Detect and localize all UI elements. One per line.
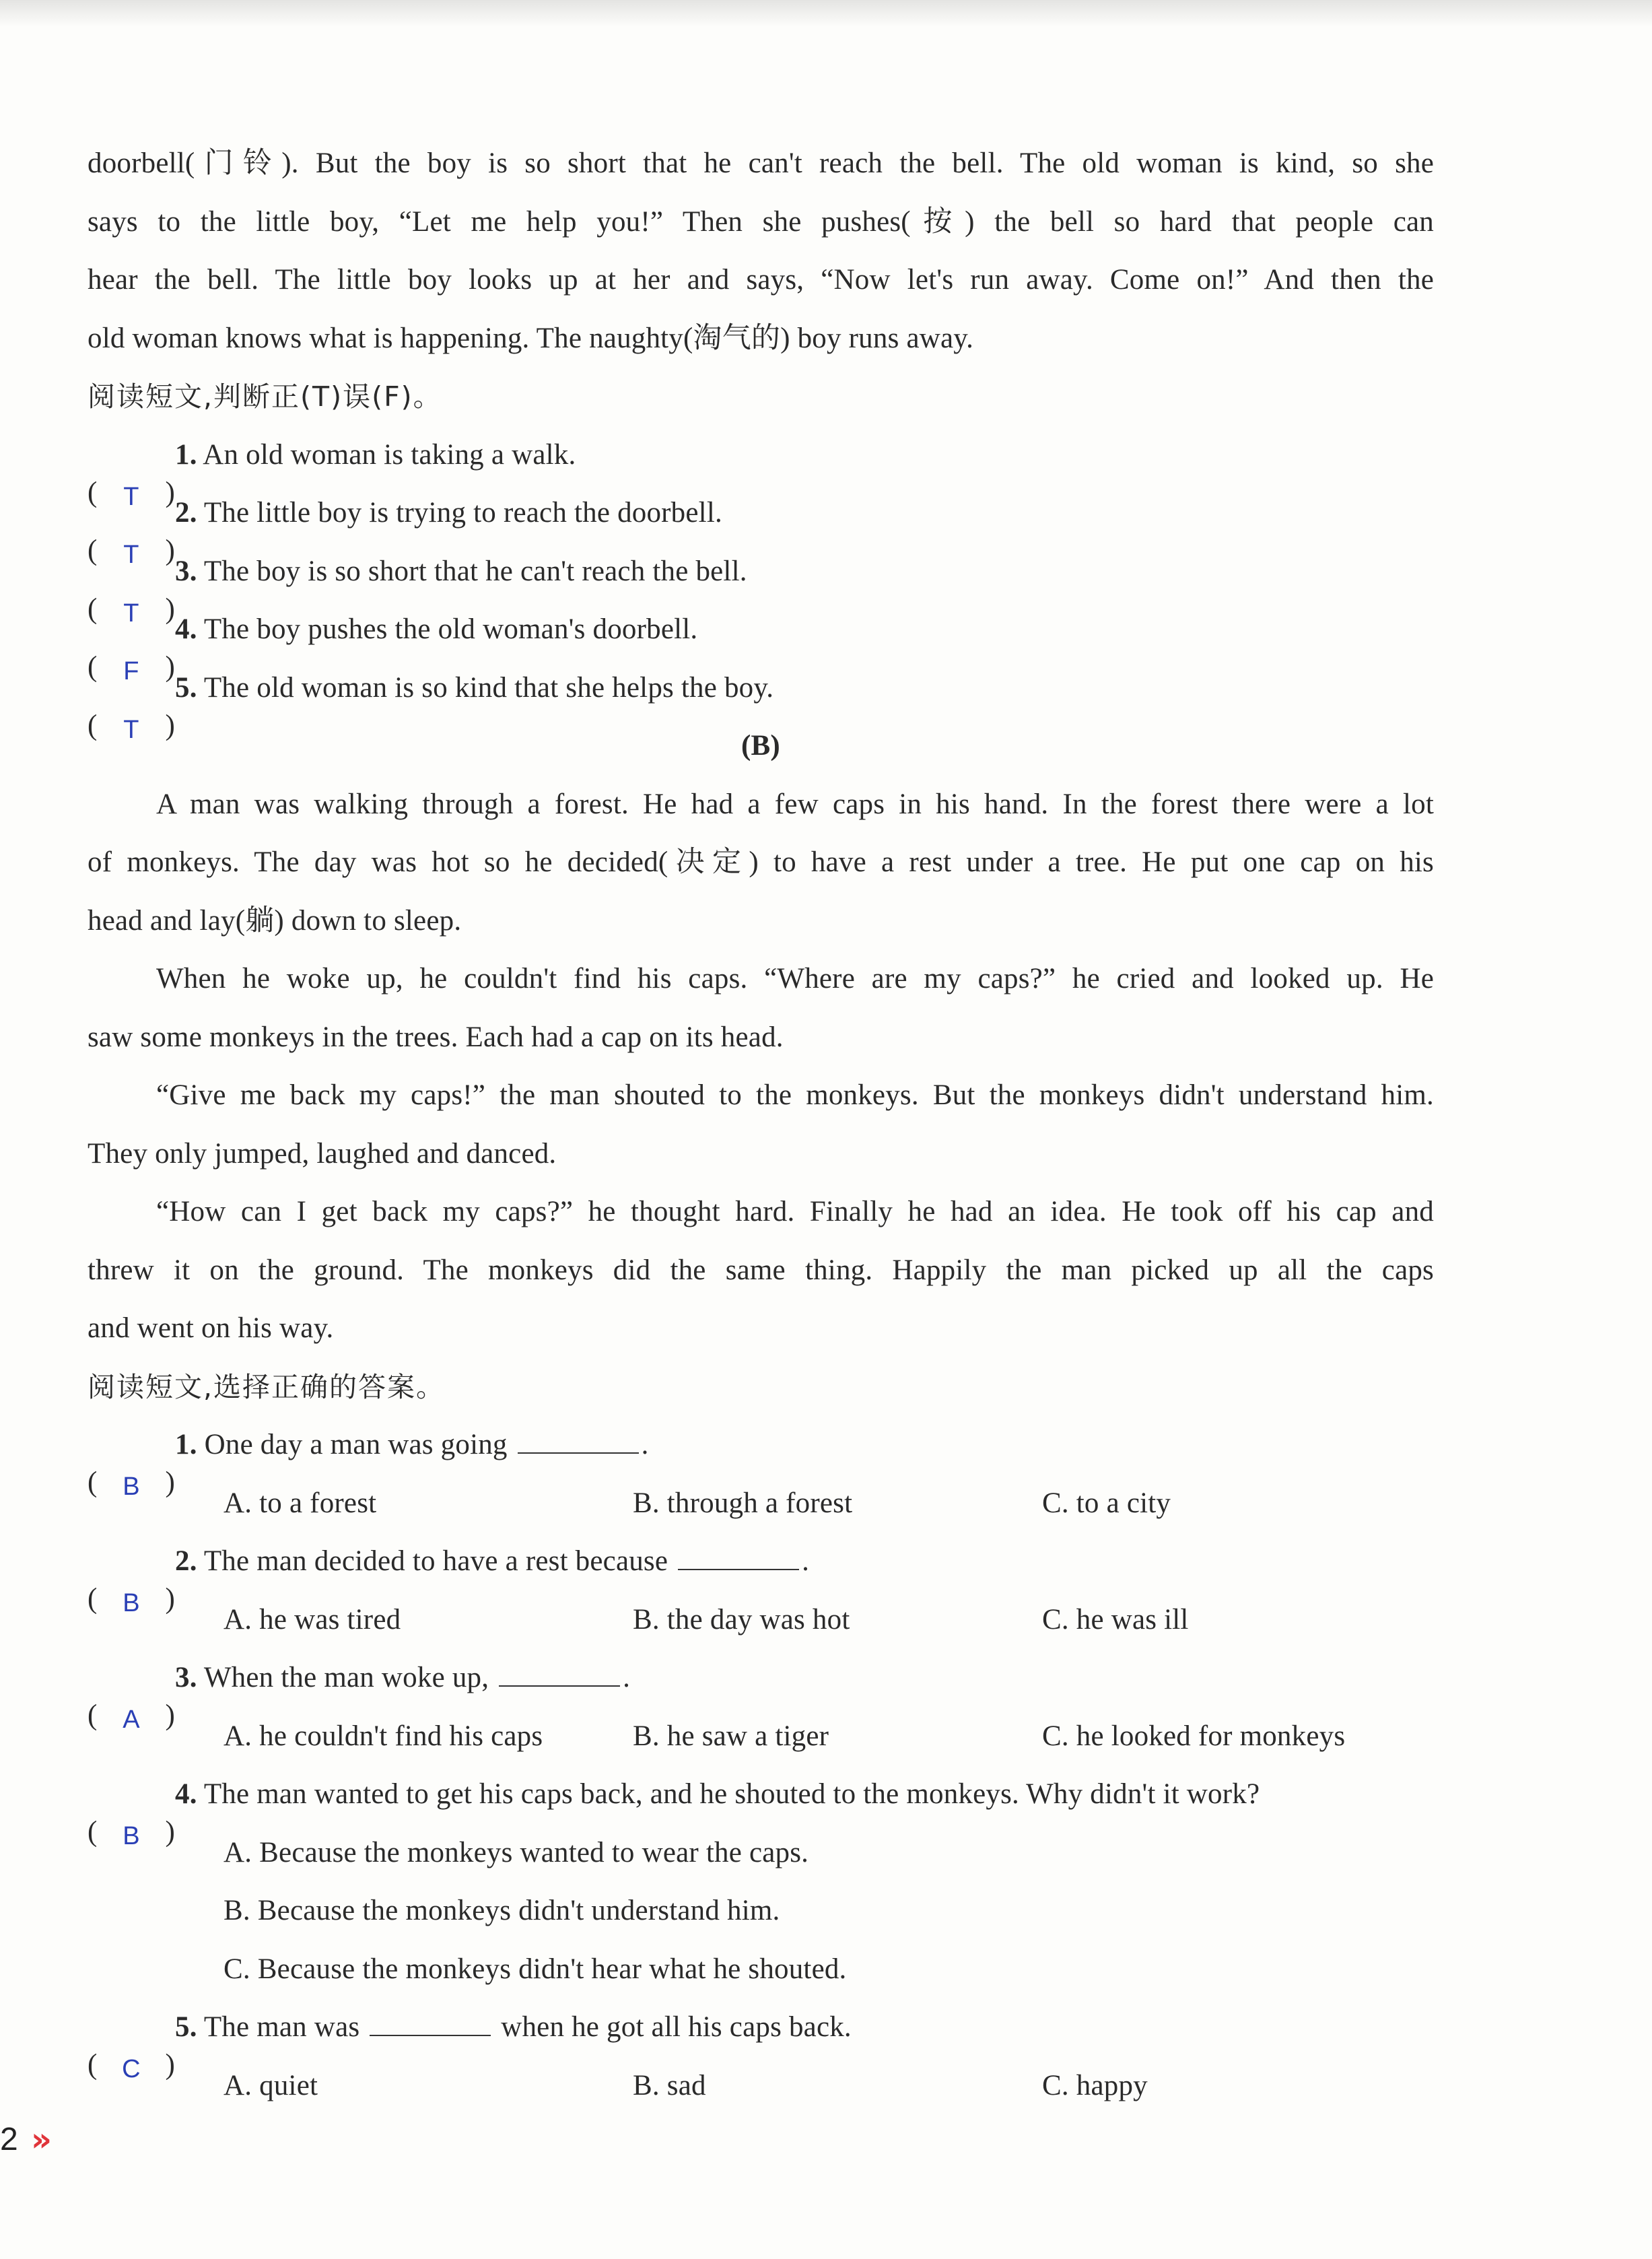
answer-mark: A bbox=[123, 1706, 140, 1734]
question-text: The man decided to have a rest because bbox=[203, 1545, 668, 1577]
question-text: When the man woke up, bbox=[203, 1662, 489, 1693]
answer-mark: T bbox=[123, 599, 139, 628]
passage-b-line: head and lay(躺) down to sleep. bbox=[88, 904, 462, 937]
option-a[interactable]: A. he couldn't find his caps bbox=[223, 1720, 543, 1752]
task-b-questions bbox=[88, 1416, 1434, 2115]
option-b[interactable]: B. through a forest bbox=[633, 1487, 853, 1519]
question-text-end: . bbox=[641, 1429, 649, 1460]
question-number: 3. bbox=[175, 1662, 197, 1693]
question-text-end: when he got all his caps back. bbox=[501, 2011, 852, 2043]
question-number: 1. bbox=[175, 438, 197, 471]
passage-b-line: A man was walking through a forest. He had a few caps in his hand. In the forest there were a lot bbox=[156, 788, 1434, 820]
scan-top-shadow bbox=[0, 0, 1652, 27]
passage-b-line: “How can I get back my caps?” he thought hard. Finally he had an idea. He took off his cap and bbox=[156, 1196, 1434, 1227]
mc-question: ( B ) 2. The man decided to have a rest because . bbox=[88, 1532, 1434, 1591]
passage-a-line: doorbell(门铃). But the boy is so short that he can't reach the bell. The old woman is kind, so she bbox=[88, 147, 1434, 179]
option-b[interactable]: B. sad bbox=[633, 2069, 706, 2101]
question-text: The old woman is so kind that she helps the boy. bbox=[203, 671, 774, 704]
task-a-questions bbox=[88, 426, 1434, 744]
passage-b-line: They only jumped, laughed and danced. bbox=[88, 1137, 557, 1170]
option-b[interactable]: B. he saw a tiger bbox=[633, 1720, 829, 1752]
question-number: 4. bbox=[175, 613, 197, 645]
option-c[interactable]: C. he looked for monkeys bbox=[1042, 1720, 1346, 1752]
worksheet-page bbox=[88, 135, 1434, 2115]
task-a-instruction: 阅读短文,判断正(T)误(F)。 bbox=[88, 380, 442, 413]
option-a[interactable]: A. to a forest bbox=[223, 1487, 377, 1519]
mc-question: ( B ) 1. One day a man was going . bbox=[88, 1416, 1434, 1475]
passage-b-line: When he woke up, he couldn't find his caps. “Where are my caps?” he cried and looked up. He bbox=[156, 963, 1434, 994]
options-row bbox=[88, 1708, 1434, 1766]
answer-mark: T bbox=[123, 715, 139, 744]
mc-question: ( B ) 4. The man wanted to get his caps back, and he shouted to the monkeys. Why didn't it work? bbox=[88, 1765, 1434, 1824]
question-number: 2. bbox=[175, 497, 197, 529]
question-text: An old woman is taking a walk. bbox=[203, 438, 576, 471]
question-number: 4. bbox=[175, 1778, 197, 1810]
passage-b-line: threw it on the ground. The monkeys did the same thing. Happily the man picked up all the caps bbox=[88, 1254, 1434, 1286]
answer-mark: T bbox=[123, 482, 139, 511]
option-c[interactable]: C. happy bbox=[1042, 2069, 1148, 2101]
passage-b-line: saw some monkeys in the trees. Each had a cap on its head. bbox=[88, 1021, 784, 1053]
passage-a-line: old woman knows what is happening. The naughty(淘气的) boy runs away. bbox=[88, 322, 974, 354]
passage-a-line: says to the little boy, “Let me help you!” Then she pushes(按) the bell so hard that people can bbox=[88, 205, 1434, 238]
fill-blank-line[interactable] bbox=[518, 1452, 639, 1454]
tf-question: ( T ) 5. The old woman is so kind that she helps the boy. bbox=[88, 659, 1434, 718]
option-b[interactable]: B. the day was hot bbox=[633, 1603, 850, 1636]
passage-b-line: of monkeys. The day was hot so he decided(决定) to have a rest under a tree. He put one cap on his bbox=[88, 846, 1434, 878]
options-row bbox=[88, 1475, 1434, 1533]
answer-mark: B bbox=[123, 1822, 140, 1850]
mc-question: ( C ) 5. The man was when he got all his caps back. bbox=[88, 1998, 1434, 2057]
question-number: 1. bbox=[175, 1429, 197, 1460]
question-number: 5. bbox=[175, 671, 197, 704]
question-text: The man wanted to get his caps back, and he shouted to the monkeys. Why didn't it work? bbox=[203, 1778, 1260, 1810]
option-a[interactable]: A. he was tired bbox=[223, 1603, 401, 1636]
option-c[interactable]: C. Because the monkeys didn't hear what he shouted. bbox=[223, 1953, 847, 1985]
chevron-right-icon: » bbox=[31, 2121, 53, 2159]
passage-b-line: and went on his way. bbox=[88, 1312, 334, 1344]
tf-question: ( T ) 3. The boy is so short that he can't reach the bell. bbox=[88, 543, 1434, 601]
fill-blank-line[interactable] bbox=[499, 1685, 620, 1687]
option-c[interactable]: C. he was ill bbox=[1042, 1603, 1189, 1636]
answer-mark: T bbox=[123, 541, 139, 569]
answer-mark: B bbox=[123, 1473, 140, 1501]
question-text: One day a man was going bbox=[204, 1429, 508, 1460]
question-number: 5. bbox=[175, 2011, 197, 2043]
option-b[interactable]: B. Because the monkeys didn't understand him. bbox=[223, 1895, 780, 1926]
tf-question: ( T ) 2. The little boy is trying to reach the doorbell. bbox=[88, 484, 1434, 543]
options-row bbox=[88, 2057, 1434, 2116]
task-b-instruction: 阅读短文,选择正确的答案。 bbox=[88, 1370, 446, 1403]
question-number: 3. bbox=[175, 555, 197, 587]
passage-b bbox=[88, 776, 1434, 1358]
question-text: The boy is so short that he can't reach the bell. bbox=[203, 555, 747, 587]
question-text-end: . bbox=[802, 1545, 810, 1577]
question-text-end: . bbox=[623, 1662, 631, 1693]
fill-blank-line[interactable] bbox=[678, 1568, 799, 1570]
answer-mark: C bbox=[122, 2055, 141, 2083]
question-text: The man was bbox=[203, 2011, 360, 2043]
passage-a-line: hear the bell. The little boy looks up at her and says, “Now let's run away. Come on!” And then the bbox=[88, 264, 1434, 296]
question-number: 2. bbox=[175, 1545, 197, 1577]
option-a[interactable]: A. quiet bbox=[223, 2069, 318, 2101]
option-c[interactable]: C. to a city bbox=[1042, 1487, 1171, 1519]
tf-question: ( T ) 1. An old woman is taking a walk. bbox=[88, 426, 1434, 485]
question-text: The boy pushes the old woman's doorbell. bbox=[203, 613, 698, 645]
page-number: 2 bbox=[0, 2122, 18, 2157]
option-a[interactable]: A. Because the monkeys wanted to wear the caps. bbox=[223, 1836, 809, 1868]
answer-mark: F bbox=[123, 657, 139, 685]
passage-b-heading: (B) bbox=[741, 730, 780, 762]
question-text: The little boy is trying to reach the doorbell. bbox=[203, 497, 722, 529]
fill-blank-line[interactable] bbox=[370, 2034, 491, 2036]
passage-a bbox=[88, 135, 1434, 368]
options-row bbox=[88, 1591, 1434, 1650]
answer-mark: B bbox=[123, 1589, 140, 1617]
mc-question: ( A ) 3. When the man woke up, . bbox=[88, 1649, 1434, 1708]
tf-question: ( F ) 4. The boy pushes the old woman's doorbell. bbox=[88, 601, 1434, 659]
passage-b-line: “Give me back my caps!” the man shouted to the monkeys. But the monkeys didn't understand him. bbox=[156, 1079, 1434, 1111]
